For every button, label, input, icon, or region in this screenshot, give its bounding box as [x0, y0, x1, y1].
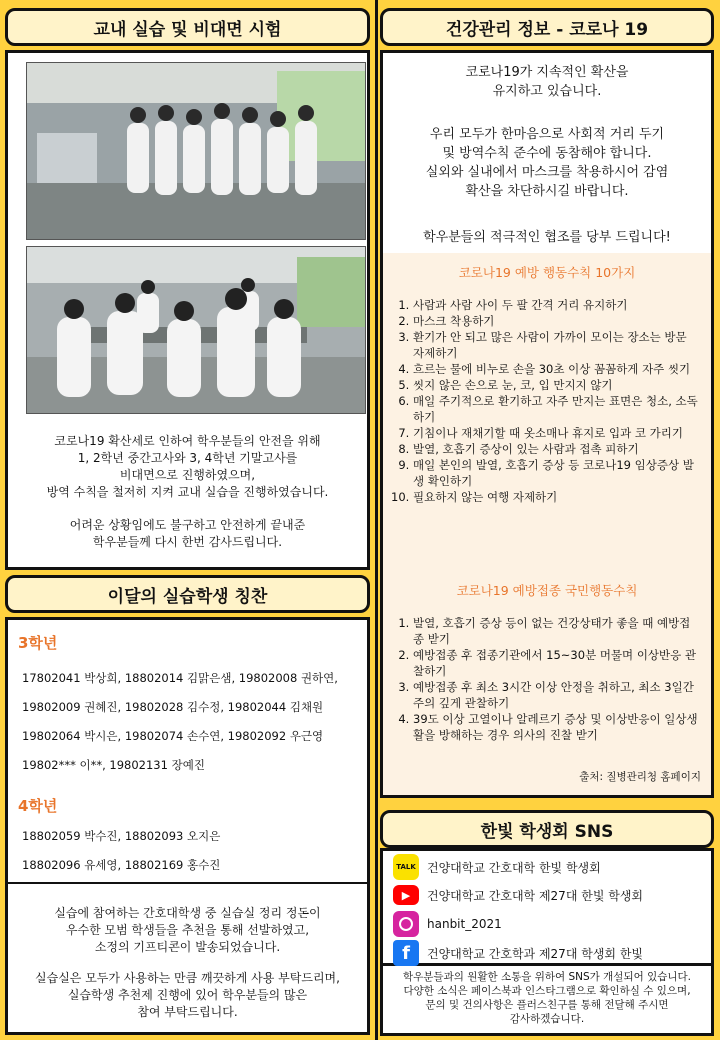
rule-item: 10. 필요하지 않는 여행 자제하기: [413, 489, 699, 505]
health-card: [380, 50, 714, 798]
grade3-list: [8, 664, 367, 780]
vaccine-item: 4. 39도 이상 고열이나 알레르기 증상 및 이상반응이 일상생활을 방해하는 경우 의사의 진찰 받기: [413, 711, 699, 743]
student-line: 19802064 박시은, 19802074 손수연, 19802092 우근영: [22, 729, 324, 743]
footer-line: 감사하겠습니다.: [509, 1013, 585, 1025]
sns-label: 건양대학교 간호학과 제27대 학생회 한빛: [427, 946, 644, 961]
rules-panel: [383, 253, 711, 795]
note-line: 소정의 기프티콘이 발송되었습니다.: [94, 940, 281, 954]
student-line: 19802009 권혜진, 19802028 김수정, 19802044 김채원: [22, 700, 324, 714]
student-line: 17802041 박상희, 18802014 김맑은샘, 19802008 권하연,: [22, 671, 338, 685]
sns-label: hanbit_2021: [427, 917, 502, 931]
vaccine-item: 2. 예방접종 후 접종기관에서 15~30분 머물며 이상반응 관찰하기: [413, 647, 699, 679]
student-line: 18802096 유세영, 18802169 홍수진: [22, 858, 221, 872]
rule-item: 7. 기침이나 재채기할 때 옷소매나 휴지로 입과 코 가리기: [413, 425, 699, 441]
rule-item: 5. 씻지 않은 손으로 눈, 코, 입 만지지 않기: [413, 377, 699, 393]
intro-line: 방역 수칙을 철저히 지켜 교내 실습을 진행하였습니다.: [46, 485, 329, 499]
msg-line: 우리 모두가 한마음으로 사회적 거리 두기: [429, 127, 665, 142]
rules-list: [387, 297, 699, 505]
thanks-line: 학우분들께 다시 한번 감사드립니다.: [92, 535, 283, 549]
sns-label: 건양대학교 간호대학 제27대 한빛 학생회: [427, 888, 644, 903]
rules-title: 코로나19 예방 행동수칙 10가지: [458, 265, 636, 280]
footer-line: 문의 및 건의사항은 플러스친구를 통해 전달해 주시면: [425, 999, 669, 1011]
note-line: 우수한 모범 학생들을 추천을 통해 선발하였고,: [65, 923, 310, 937]
sns-label: 건양대학교 간호대학 한빛 학생회: [427, 860, 601, 875]
rule-item: 3. 환기가 안 되고 많은 사람이 가까이 모이는 장소는 방문 자제하기: [413, 329, 699, 361]
student-line: 18802059 박수진, 18802093 오지은: [22, 829, 221, 843]
praise-note: [8, 905, 367, 956]
section-title-sns: 한빛 학생회 SNS: [380, 810, 714, 848]
sns-kakao[interactable]: [393, 853, 601, 881]
msg-line: 및 방역수칙 준수에 동참해야 합니다.: [442, 146, 652, 161]
msg-line: 확산을 차단하시길 바랍니다.: [465, 184, 629, 199]
praise-card: [5, 617, 370, 1035]
instagram-icon: [393, 911, 419, 937]
request-line: 참여 부탁드립니다.: [137, 1005, 238, 1019]
vaccine-list: [387, 615, 699, 743]
practice-intro: [8, 433, 367, 501]
kakaotalk-icon: TALK: [393, 854, 419, 880]
section-title-practice: 교내 실습 및 비대면 시험: [5, 8, 370, 46]
thanks-line: 어려운 상황임에도 불구하고 안전하게 끝내준: [69, 518, 306, 532]
sns-footer: [380, 966, 714, 1036]
vaccine-title: 코로나19 예방접종 국민행동수칙: [456, 583, 638, 598]
health-message-2: [383, 125, 711, 201]
practice-photo-2: [26, 246, 366, 414]
note-line: 실습에 참여하는 간호대학생 중 실습실 정리 정돈이: [54, 906, 321, 920]
grade3-heading: 3학년: [18, 634, 58, 652]
rule-item: 4. 흐르는 물에 비누로 손을 30초 이상 꼼꼼하게 자주 씻기: [413, 361, 699, 377]
request-line: 실습실은 모두가 사용하는 만큼 깨끗하게 사용 부탁드리며,: [35, 971, 340, 985]
footer-line: 학우분들과의 원활한 소통을 위하여 SNS가 개설되어 있습니다.: [403, 971, 691, 983]
intro-line: 코로나19 확산세로 인하여 학우분들의 안전을 위해: [54, 434, 321, 448]
rule-item: 1. 사람과 사람 사이 두 팔 간격 거리 유지하기: [413, 297, 699, 313]
sns-facebook[interactable]: [393, 939, 643, 967]
intro-line: 비대면으로 진행하였으며,: [119, 468, 256, 482]
practice-thanks: [8, 517, 367, 551]
praise-separator: [8, 882, 367, 884]
grade4-list: [8, 822, 367, 880]
intro-line: 1, 2학년 중간고사와 3, 4학년 기말고사를: [77, 451, 298, 465]
practice-card: [5, 50, 370, 570]
rule-item: 8. 발열, 호흡기 증상이 있는 사람과 접촉 피하기: [413, 441, 699, 457]
footer-text: [383, 970, 711, 1026]
request-line: 실습학생 추천제 진행에 있어 학우분들의 많은: [67, 988, 308, 1002]
sns-youtube[interactable]: [393, 881, 643, 909]
health-message-3: 학우분들의 적극적인 협조를 당부 드립니다!: [423, 230, 671, 245]
section-title-health: 건강관리 정보 - 코로나 19: [380, 8, 714, 46]
student-line: 19802*** 이**, 19802131 장예진: [22, 758, 205, 772]
source-note: 출처: 질병관리청 홈페이지: [579, 771, 701, 783]
footer-line: 다양한 소식은 페이스북과 인스타그램으로 확인하실 수 있으며,: [403, 985, 691, 997]
sns-instagram[interactable]: [393, 910, 502, 938]
section-title-praise: 이달의 실습학생 칭찬: [5, 575, 370, 613]
sns-card: [380, 848, 714, 966]
vaccine-item: 3. 예방접종 후 최소 3시간 이상 안정을 취하고, 최소 3일간 주의 깊게 관찰하기: [413, 679, 699, 711]
practice-photo-1: [26, 62, 366, 240]
rule-item: 6. 매일 주기적으로 환기하고 자주 만지는 표면은 청소, 소독하기: [413, 393, 699, 425]
msg-line: 유지하고 있습니다.: [492, 84, 602, 99]
msg-line: 실외와 실내에서 마스크를 착용하시어 감염: [425, 165, 669, 180]
vaccine-item: 1. 발열, 호흡기 증상 등이 없는 건강상태가 좋을 때 예방접종 받기: [413, 615, 699, 647]
youtube-icon: ▶: [393, 885, 419, 905]
msg-line: 코로나19가 지속적인 확산을: [465, 65, 629, 80]
health-message-1: [383, 63, 711, 101]
rule-item: 2. 마스크 착용하기: [413, 313, 699, 329]
grade4-heading: 4학년: [18, 797, 58, 815]
praise-request: [8, 970, 367, 1021]
facebook-icon: f: [393, 940, 419, 966]
column-divider: [375, 0, 378, 1040]
rule-item: 9. 매일 본인의 발열, 호흡기 증상 등 코로나19 임상증상 발생 확인하기: [413, 457, 699, 489]
